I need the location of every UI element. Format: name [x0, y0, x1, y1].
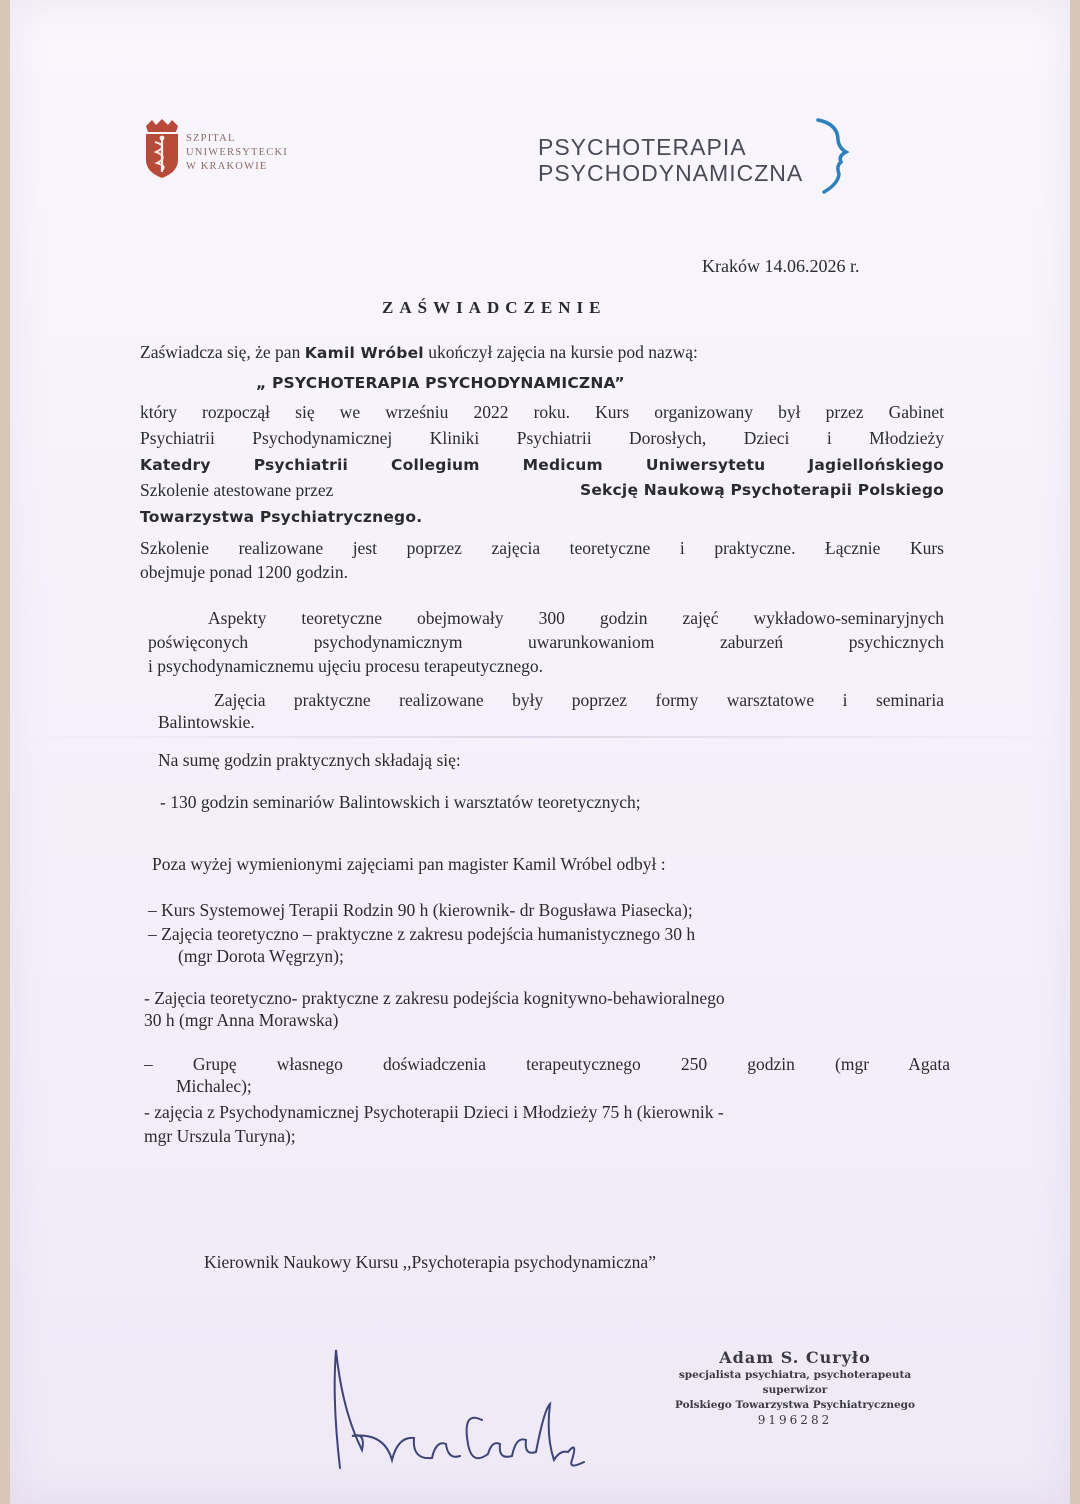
practical-item: - 130 godzin seminariów Balintowskich i warsztatów teoretycznych; [160, 792, 641, 812]
director-label: Kierownik Naukowy Kursu ,,Psychoterapia psychodynamiczna” [204, 1252, 656, 1272]
course-name: „ PSYCHOTERAPIA PSYCHODYNAMICZNA” [256, 374, 625, 392]
hospital-crest-icon [142, 116, 182, 180]
para1-line1: który rozpoczął się we wrześniu 2022 roku. Kurs organizowany był przez Gabinet [140, 402, 944, 422]
stamp-specialty: specjalista psychiatra, psychoterapeuta [678, 1369, 912, 1381]
para2-line3: i psychodynamicznemu ujęciu procesu terapeutycznego. [148, 656, 544, 676]
para1-line2: Psychiatrii Psychodynamicznej Kliniki Psychiatrii Dorosłych, Dzieci i Młodzieży [140, 428, 944, 448]
document-title: ZAŚWIADCZENIE [382, 298, 607, 317]
course-logo [538, 118, 868, 198]
intro-line: Zaświadcza się, że pan Kamil Wróbel ukończył zajęcia na kursie pod nazwą: [140, 342, 698, 362]
doctor-stamp [660, 1348, 930, 1428]
additional-item-5: - zajęcia z Psychodynamicznej Psychoterapii Dzieci i Młodzieży 75 h (kierownik - [144, 1102, 724, 1122]
para2-line1: Aspekty teoretyczne obejmowały 300 godzin zajęć wykładowo-seminaryjnych [208, 608, 944, 628]
additional-item-1: – Kurs Systemowej Terapii Rodzin 90 h (kierownik- dr Bogusława Piasecka); [148, 900, 693, 920]
recipient-name: Kamil Wróbel [304, 344, 424, 362]
additional-intro: Poza wyżej wymienionymi zajęciami pan magister Kamil Wróbel odbył : [152, 854, 666, 874]
para3-line1: Zajęcia praktyczne realizowane były poprzez formy warsztatowe i seminaria [214, 690, 944, 710]
additional-item-3-cont: 30 h (mgr Anna Morawska) [144, 1010, 339, 1030]
paper-fold-line [10, 736, 1070, 738]
hospital-name: SZPITAL UNIWERSYTECKI W KRAKOWIE [186, 133, 288, 172]
para1-line4: Szkolenie atestowane przez Sekcję Naukową Psychoterapii Polskiego [140, 480, 944, 500]
para1-line6: Szkolenie realizowane jest poprzez zajęcia teoretyczne i praktyczne. Łącznie Kurs [140, 538, 944, 558]
document-date: Kraków 14.06.2026 r. [702, 256, 860, 276]
additional-item-2-cont: (mgr Dorota Węgrzyn); [178, 946, 344, 966]
para1-line5: Towarzystwa Psychiatrycznego. [140, 508, 423, 526]
practical-intro: Na sumę godzin praktycznych składają się: [158, 750, 461, 770]
stamp-society: Polskiego Towarzystwa Psychiatrycznego [675, 1399, 915, 1411]
additional-item-2: – Zajęcia teoretyczno – praktyczne z zakresu podejścia humanistycznego 30 h [148, 924, 696, 944]
para2-line2: poświęconych psychodynamicznym uwarunkowaniom zaburzeń psychicznych [148, 632, 944, 652]
para1-line7: obejmuje ponad 1200 godzin. [140, 562, 349, 582]
additional-item-5-cont: mgr Urszula Turyna); [144, 1126, 296, 1146]
handwritten-signature [322, 1340, 592, 1490]
hospital-logo [142, 116, 312, 184]
additional-item-3: - Zajęcia teoretyczno- praktyczne z zakresu podejścia kognitywno-behawioralnego [144, 988, 725, 1008]
profile-swoosh-icon [808, 118, 868, 198]
course-logo-line1: PSYCHOTERAPIA [538, 134, 747, 160]
stamp-license-number: 9196282 [757, 1413, 833, 1427]
stamp-name: Adam S. Curyło [719, 1348, 871, 1367]
stamp-role: superwizor [762, 1384, 828, 1396]
para1-line3: Katedry Psychiatrii Collegium Medicum Uniwersytetu Jagiellońskiego [140, 456, 944, 474]
course-logo-line2: PSYCHODYNAMICZNA [538, 160, 804, 186]
para3-line2: Balintowskie. [158, 712, 255, 732]
additional-item-4-cont: Michalec); [176, 1076, 252, 1096]
additional-item-4: – Grupę własnego doświadczenia terapeutycznego 250 godzin (mgr Agata [144, 1054, 950, 1074]
